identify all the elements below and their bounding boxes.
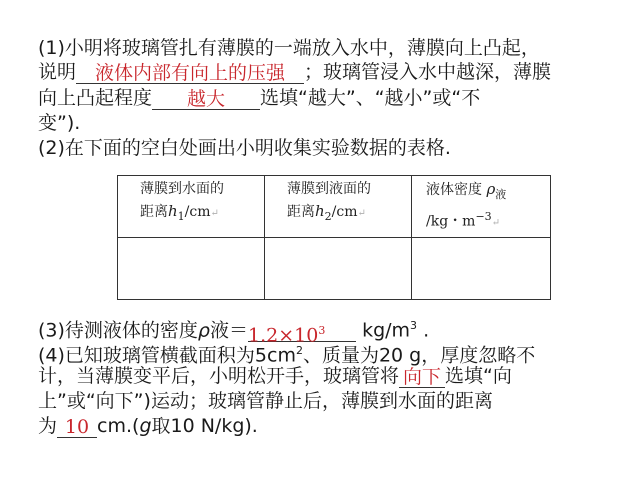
col-header-density: 液体密度 $\rho_液$ /kg・$m^{-3}↵$ — [412, 176, 551, 238]
table-cell — [412, 238, 551, 300]
q4-answer-1: 向下 — [399, 365, 445, 388]
q2-line: (2)在下面的空白处画出小明收集实验数据的表格. — [38, 137, 451, 159]
table-cell — [118, 238, 265, 300]
q4-line2: 计，当薄膜变平后，小明松开手，玻璃管将 向下 选填“向 — [38, 365, 512, 388]
q4-line3: 上”或“向下”)运动；玻璃管静止后，薄膜到水面的距离 — [38, 390, 493, 412]
q1-line1: (1)小明将玻璃管扎有薄膜的一端放入水中，薄膜向上凸起， — [38, 37, 540, 59]
q1-line4: 变”). — [38, 112, 81, 134]
q3-answer: $1.2\times 10^3$ — [248, 319, 356, 342]
q1-line3: 向上凸起程度 越大 选填“越大”、“越小”或“不 — [38, 87, 481, 110]
data-table — [117, 175, 551, 300]
q4-line4: 为 10 cm.(g取10 N/kg). — [38, 415, 258, 438]
q1-answer-2: 越大 — [152, 87, 260, 110]
q1-answer-1: 液体内部有向上的压强 — [76, 61, 304, 84]
q4-answer-2: 10 — [57, 415, 97, 438]
q1-line2: 说明 液体内部有向上的压强 ；玻璃管浸入水中越深，薄膜 — [38, 61, 552, 84]
table-cell — [265, 238, 412, 300]
q4-line1: (4)已知玻璃管横截面积为$5cm^2$、质量为20 g，厚度忽略不 — [38, 344, 536, 367]
q3-line: (3)待测液体的密度ρ液$=1.2\times 10^3$ $kg/m^3$ . — [38, 319, 430, 347]
col-header-h1: 薄膜到水面的 距离$h_1/cm↵$ — [118, 176, 265, 238]
col-header-h2: 薄膜到液面的 距离$h_2/cm↵$ — [265, 176, 412, 238]
